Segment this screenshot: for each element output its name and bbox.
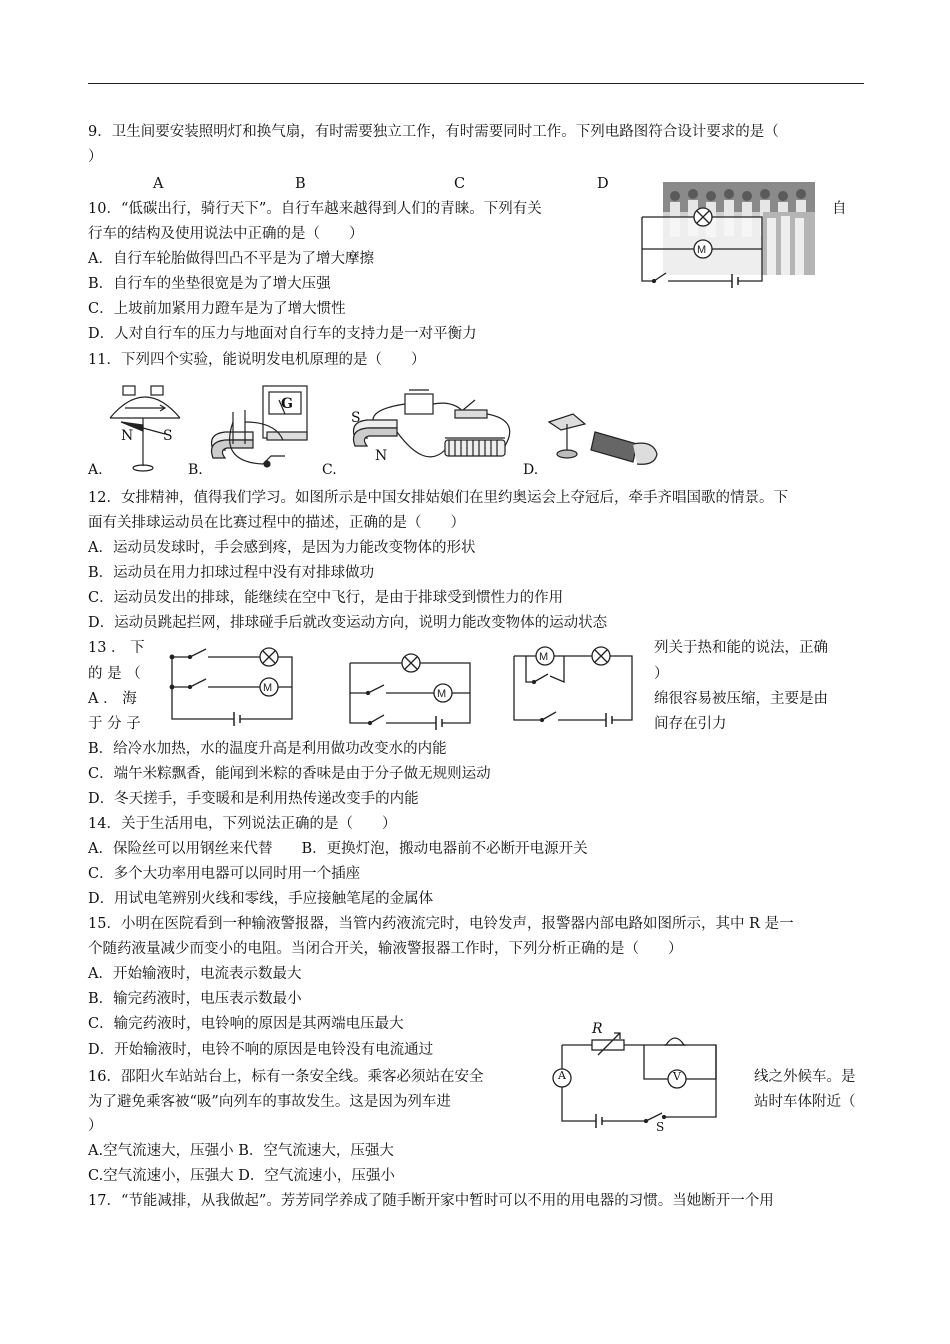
q13-line4-right: 间存在引力: [654, 716, 727, 732]
q16-line2-left: 为了避免乘客被“吸”向列车的事故发生。这是因为列车进: [88, 1094, 451, 1110]
q9-stem: 9．卫生间要安装照明灯和换气扇，有时需要独立工作，有时需要同时工作。下列电路图符合设计要求的是（: [88, 124, 779, 140]
q16-line1-right: 线之外候车。是: [754, 1069, 856, 1085]
q14-option-d: D．用试电笔辨别火线和零线，手应接触笔尾的金属体: [88, 891, 434, 907]
q13-option-d: D．冬天搓手，手变暖和是利用热传递改变手的内能: [88, 791, 419, 807]
fig-11c-s-label: S: [351, 410, 361, 426]
q13-line1-left: 13 ． 下: [88, 640, 145, 656]
q10-stem: 10．“低碳出行，骑行天下”。自行车越来越得到人们的青睐。下列有关: [88, 201, 542, 217]
q16-line2-right: 站时车体附近（: [754, 1094, 856, 1110]
q15-option-d: D．开始输液时，电铃不响的原因是电铃没有电流通过: [88, 1042, 434, 1058]
q17-stem: 17．“节能减排，从我做起”。芳芳同学养成了随手断开家中暂时可以不用的用电器的习惯。当她断开一个用: [88, 1193, 774, 1209]
fig-11a-s-label: S: [163, 428, 173, 444]
q10-stem-2: 行车的结构及使用说法中正确的是（ ）: [88, 226, 364, 242]
q12-option-a: A．运动员发球时，手会感到疼，是因为力能改变物体的形状: [88, 540, 476, 556]
alarm-r-label: R: [592, 1021, 603, 1037]
q13-line1-right: 列关于热和能的说法，正确: [654, 640, 828, 656]
q11-label-d: D.: [523, 462, 539, 478]
svg-text:M: M: [539, 651, 549, 663]
circuit-d: [640, 205, 770, 290]
svg-text:M: M: [697, 244, 707, 256]
fig-11a-electromagnet-compass: [105, 378, 185, 473]
alarm-voltmeter-label: V: [673, 1070, 681, 1083]
q11-label-a: A.: [88, 462, 103, 478]
q12-option-d: D．运动员跳起拦网，排球碰手后就改变运动方向，说明力能改变物体的运动状态: [88, 615, 608, 631]
fig-11c-n-label: N: [375, 448, 388, 464]
q11-label-b: B.: [188, 462, 203, 478]
q15-option-b: B．输完药液时，电压表示数最小: [88, 991, 302, 1007]
fig-11d-magnet-iron-filings: [545, 410, 665, 472]
circuit-b: [346, 645, 476, 730]
q10-option-a: A．自行车轮胎做得凹凸不平是为了增大摩擦: [88, 251, 374, 267]
q10-stem-tail: 自: [832, 201, 847, 217]
q13-option-b: B．给冷水加热，水的温度升高是利用做功改变水的内能: [88, 741, 447, 757]
header-rule: [88, 83, 864, 84]
q12-stem: 12．女排精神，值得我们学习。如图所示是中国女排姑娘们在里约奥运会上夺冠后，牵手齐唱国歌的情景。下: [88, 490, 788, 506]
q11-stem: 11．下列四个实验，能说明发电机原理的是（ ）: [88, 352, 426, 368]
q9-option-b: B: [295, 176, 306, 192]
q12-option-b: B．运动员在用力扣球过程中没有对排球做功: [88, 565, 375, 581]
q14-option-ab: A．保险丝可以用钢丝来代替 B．更换灯泡，搬动电器前不必断开电源开关: [88, 841, 588, 857]
q16-line1-left: 16．邵阳火车站站台上，标有一条安全线。乘客必须站在安全: [88, 1069, 484, 1085]
circuit-alarm: [548, 1021, 748, 1135]
q15-option-c: C．输完药液时，电铃响的原因是其两端电压最大: [88, 1016, 404, 1032]
q14-stem: 14．关于生活用电，下列说法正确的是（ ）: [88, 816, 397, 832]
alarm-switch-label: S: [656, 1120, 665, 1134]
q12-stem-2: 面有关排球运动员在比赛过程中的描述，正确的是（ ）: [88, 515, 465, 531]
q13-line3-left: A ． 海: [88, 691, 137, 707]
fig-11b-galvanometer-setup: [205, 382, 313, 474]
q16-close-paren: ）: [88, 1118, 103, 1134]
q12-option-c: C．运动员发出的排球，能继续在空中飞行，是由于排球受到惯性力的作用: [88, 590, 564, 606]
q13-line2-right: ）: [654, 666, 669, 682]
q15-option-a: A．开始输液时，电流表示数最大: [88, 966, 302, 982]
q9-option-d: D: [597, 176, 609, 192]
fig-11b-g-label: G: [281, 396, 293, 412]
q13-line2-left: 的 是 （: [88, 666, 141, 682]
circuit-a: [168, 645, 298, 725]
alarm-ammeter-label: A: [558, 1069, 566, 1082]
q16-option-ab: A.空气流速大，压强小 B．空气流速大，压强大: [88, 1143, 394, 1159]
q9-stem-close: ）: [88, 149, 103, 165]
q10-option-b: B．自行车的坐垫很宽是为了增大压强: [88, 276, 331, 292]
q10-option-c: C．上坡前加紧用力蹬车是为了增大惯性: [88, 301, 346, 317]
svg-text:M: M: [263, 682, 273, 694]
q14-option-c: C．多个大功率用电器可以同时用一个插座: [88, 866, 361, 882]
circuit-c: [510, 642, 636, 727]
fig-11a-n-label: N: [121, 428, 134, 444]
q11-label-c: C.: [322, 462, 337, 478]
svg-text:M: M: [437, 688, 447, 700]
fig-11c-motor-setup: [345, 380, 520, 474]
q13-line3-right: 绵很容易被压缩，主要是由: [654, 691, 828, 707]
q15-stem-2: 个随药液量减少而变小的电阻。当闭合开关，输液警报器工作时，下列分析正确的是（ ）: [88, 941, 683, 957]
q13-line4-left: 于 分 子: [88, 716, 141, 732]
q15-stem: 15．小明在医院看到一种输液警报器，当管内药液流完时，电铃发声，报警器内部电路如图所示，其中 R 是一: [88, 916, 794, 932]
q10-option-d: D．人对自行车的压力与地面对自行车的支持力是一对平衡力: [88, 326, 477, 342]
q9-option-a: A: [153, 176, 164, 192]
q13-option-c: C．端午米粽飘香，能闻到米粽的香味是由于分子做无规则运动: [88, 766, 491, 782]
q16-option-cd: C.空气流速小，压强大 D．空气流速小，压强小: [88, 1168, 395, 1184]
q9-option-c: C: [454, 176, 466, 192]
